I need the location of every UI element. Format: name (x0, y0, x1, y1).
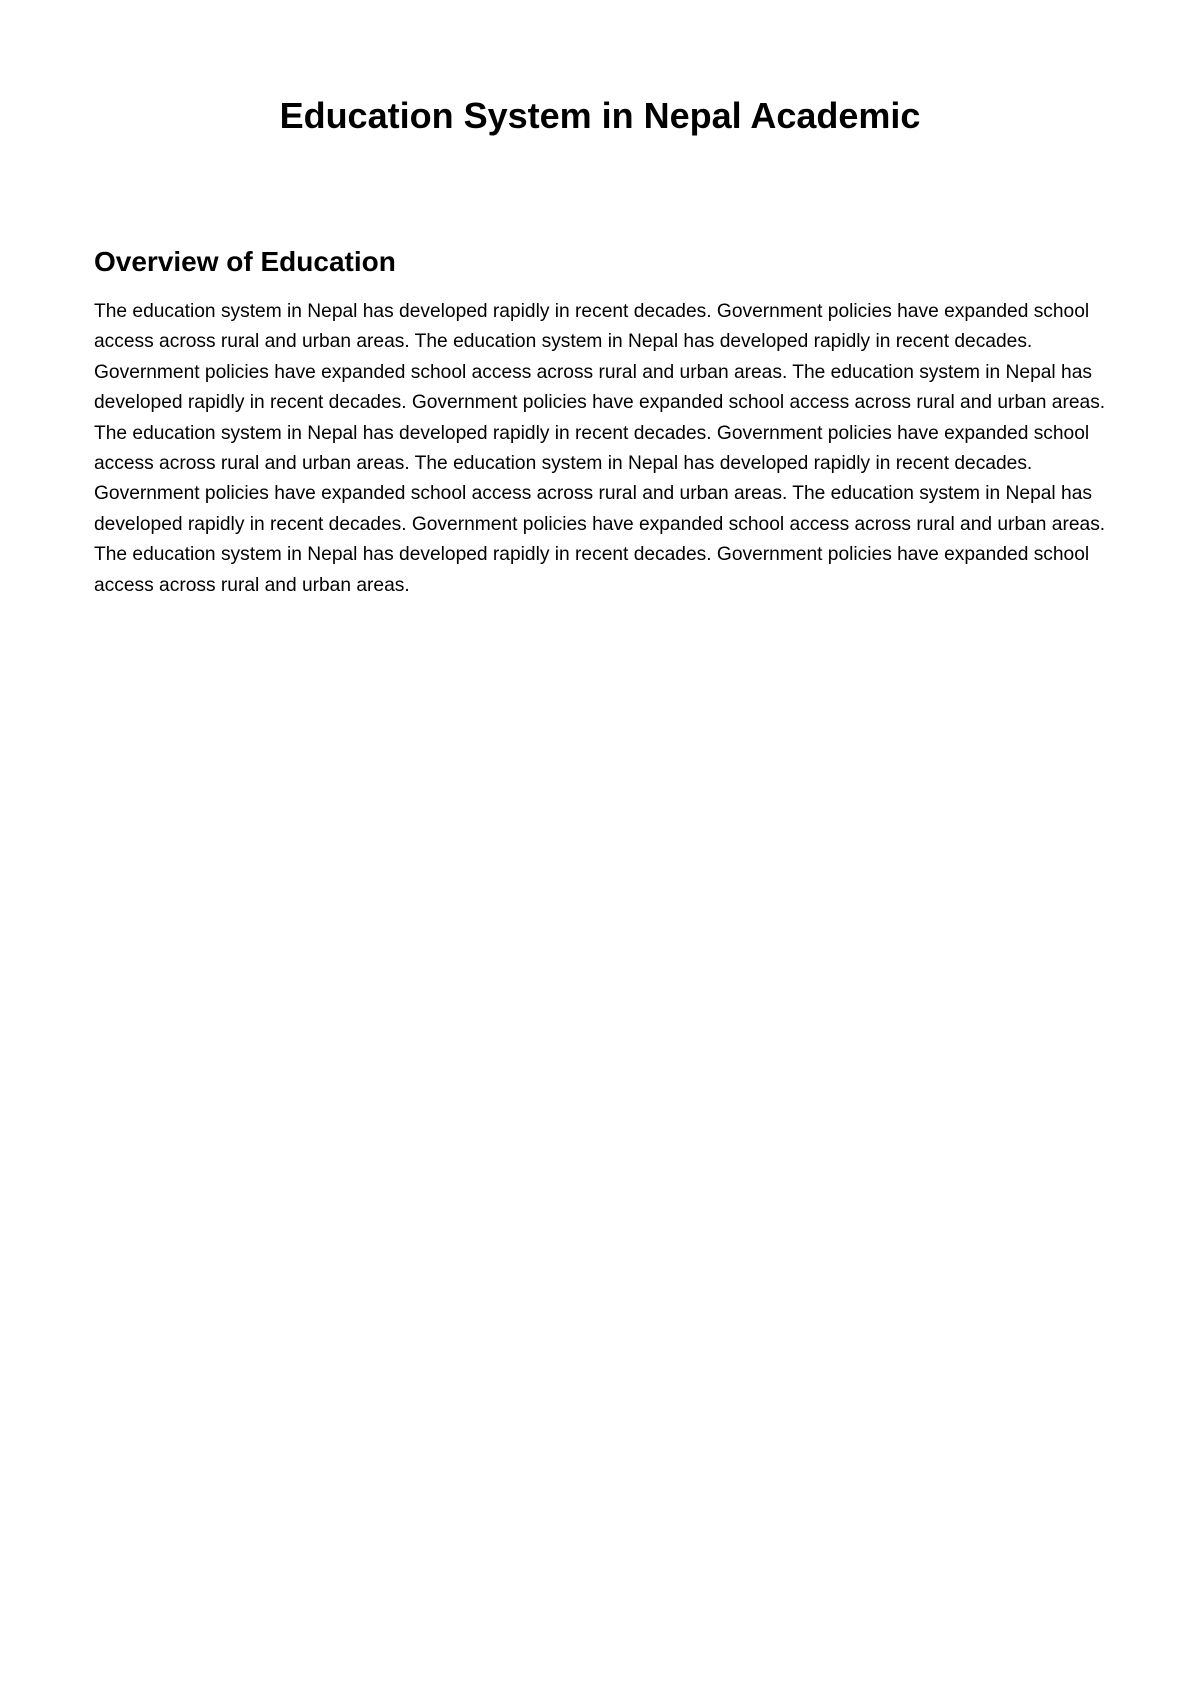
document-title: Education System in Nepal Academic (279, 95, 921, 136)
section-heading-overview: Overview of Education (94, 246, 396, 277)
section-paragraph-overview: The education system in Nepal has developed rapidly in recent decades. Government policies have expanded school access across rural and urban areas. The education system in Nepal has developed rapidly in recent decades. Government policies have expanded school access across rural and urban areas. The education system in Nepal has developed rapidly in recent decades. Government policies have expanded school access across rural and urban areas. The education system in Nepal has developed rapidly in recent decades. Government policies have expanded school access across rural and urban areas. The education system in Nepal has developed rapidly in recent decades. Government policies have expanded school access across rural and urban areas. The education system in Nepal has developed rapidly in recent decades. Government policies have expanded school access across rural and urban areas. The education system in Nepal has developed rapidly in recent decades. Government policies have expanded school access across rural and urban areas. (94, 301, 1106, 596)
